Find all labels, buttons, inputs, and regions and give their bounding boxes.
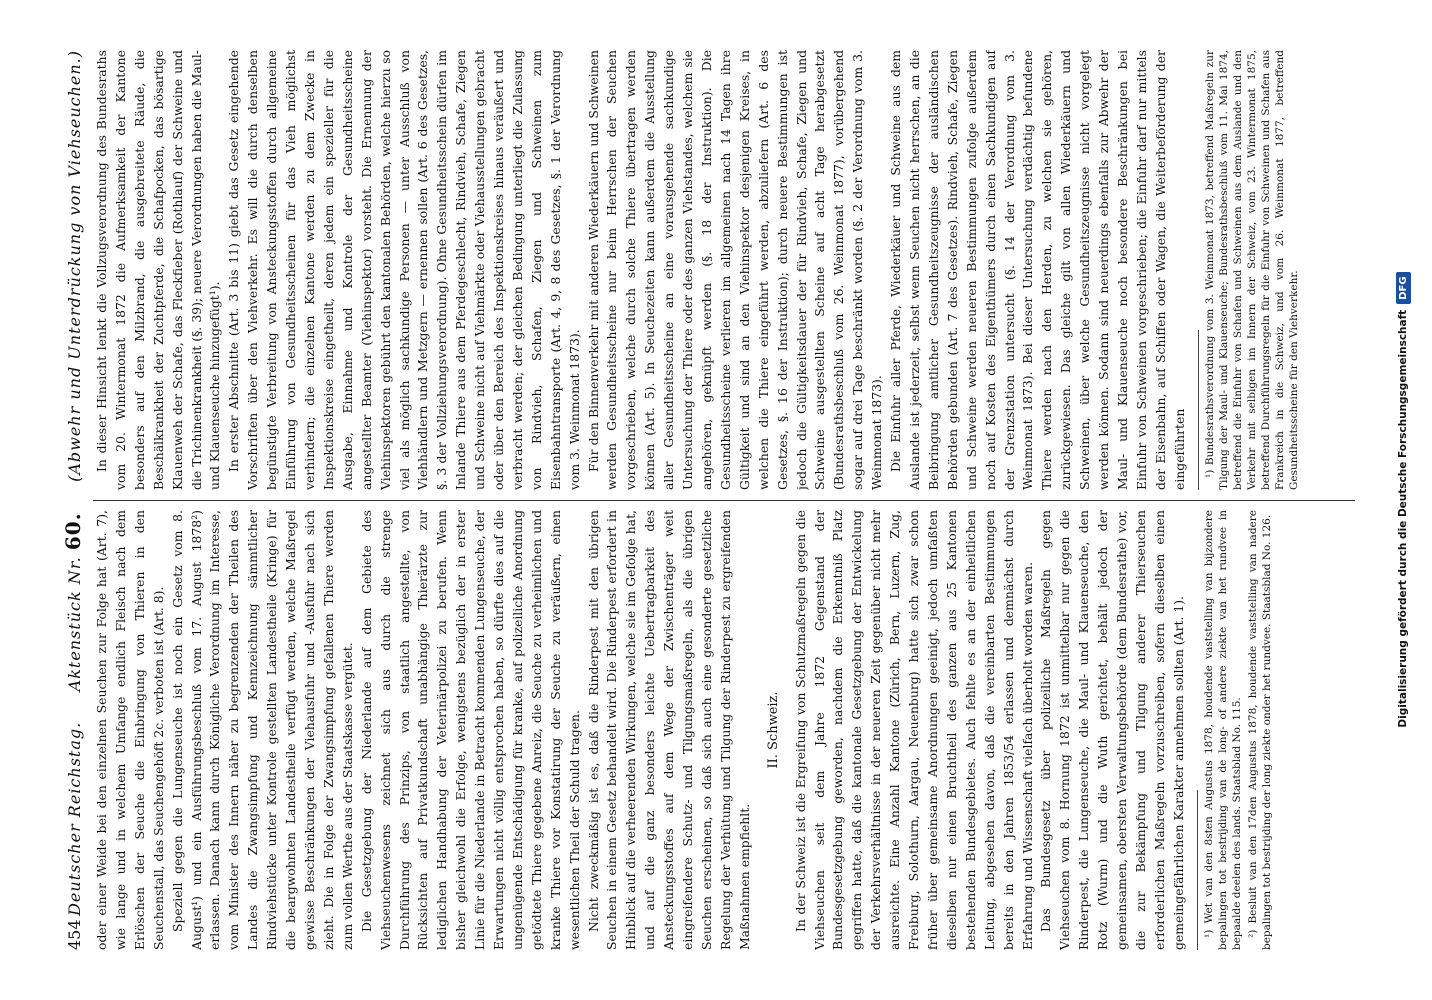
paragraph: In der Schweiz ist die Ergreifung von Schutzmaßregeln gegen die Viehseuchen seit dem Jahre 1872 Gegenstand der Bundesgesetzgebung geworden, nachdem die Erkenntniß Platz gegriffen hatte, daß die kantonale Gesetzgebung der Entwickelung der Verkehrsverhältnisse in der neueren Zeit gegenüber nicht mehr ausreichte. Eine Anzahl Kantone (Zürich, Bern, Luzern, Zug, Freiburg, Solothurn, Aargau, Neuenburg) hatte sich zwar schon früher über gemeinsame Anordnungen geeinigt, jedoch umfaßten dieselben nur einen Bruchtheil des ganzen aus 25 Kantonen bestehenden Bundesgebietes. Auch fehlte es an der einheitlichen Leitung, abgesehen davon, daß die vereinbarten Bestimmungen bereits in den Jahren 1853/54 erlassen und demnächst durch Erfahrung und Wissenschaft vielfach überholt worden waren. (792, 510, 1035, 950)
header-aktenstueck: Aktenstück Nr. (65, 556, 84, 692)
header-subject: (Abwehr und Unterdrückung von Viehseuchen.) (65, 50, 84, 482)
footnotes (1202, 510, 1274, 950)
paragraph: Speziell gegen die Lungenseuche ist noch ein Gesetz vom 8. August¹) und ein Ausführungsbeschluß vom 17. August 1878²) erlassen. Danach kann durch Königliche Verordnung im Interesse, vom Minister des Innern näher zu begrenzenden der Theilen des Landes die Zwangsimpfung und Kennzeichnung sämmtlicher Rindviehstücke unter Kontrole gestellten Landestheile (Kringe) für die beargwohnten Landestheile verfügt werden, welche Maßregel gewisse Beschränkungen der Viehausfuhr und -Ausfuhr nach sich zieht. Die in Folge der Zwangsimpfung gefallenen Thiere werden zum vollen Werthe aus der Staatskasse vergütet. (169, 510, 355, 950)
document-page (51, 30, 1381, 970)
section-heading: II. Schweiz. (765, 691, 781, 769)
header-left-title: Deutscher Reichstag. (65, 721, 84, 916)
dfg-logo-icon: DFG (1396, 272, 1411, 303)
rotated-page-container (51, 30, 1381, 970)
header-title (61, 50, 85, 916)
paragraph: In erster Abschnitte (Art. 3 bis 11) giebt das Gesetz eingehende Vorschriften über den Viehverkehr. Es will die durch denselben begünstigte Verbreitung von Ansteckungsstoffen durch allgemeine Einführung von Gesundheitsscheinen für das Vieh möglichst verhindern; die einzelnen Kantone werden zu dem Zwecke in Inspektionskreise eingetheilt, deren jedem ein spezieller für die Ausgabe, Einnahme und Kontrole der Gesundheitsscheine angestellter Beamter (Viehinspektor) vorsteht. Die Ernennung der Viehinspektoren gebührt den kantonalen Behörden, welche hierzu so viel als möglich sachkundige Personen — unter Ausschluß von Viehhändlern und Metzgern — ernennen sollen (Art. 6 des Gesetzes, §. 3 der Vollziehungsverordnung). Ohne Gesundheitsschein dürfen im Inlande Thiere aus dem Pferdegeschlecht, Rindvieh, Schafe, Ziegen und Schweine nicht auf Viehmärkte oder Viehausstellungen gebracht oder über den Bereich des Inspektionskreises hinaus veräußert und verbracht werden; der gleichen Bedingung unterliegt die Zulassung von Rindvieh, Schafen, Ziegen und Schweinen zum Eisenbahntransporte (Art. 4, 9, 8 des Gesetzes, §. 1 der Verordnung vom 3. Weinmonat 1873). (226, 50, 582, 490)
footnote: ¹) Bundesrathsverordnung vom 3. Weinmonat 1873, betreffend Maßregeln zur Tilgung der Maul- und Klauenseuche; Bundesrathsbeschluß vom 11. Mai 1874, betreffend die Einfuhr von Schafen und Schweinen aus dem Auslande und den Verkehr mit selbigen im Innern der Schweiz, vom 23. Wintermonat 1875, betreffend Durchführungsregeln für die Einfuhr von Schweinen und Schafen aus Frankreich in die Schweiz, und vom 26. Weinmonat 1877, betreffend Gesundheitsscheine für den Viehverkehr. (1203, 50, 1300, 490)
page-number: 454 (65, 919, 84, 950)
paragraph: oder einer Weide bei den einzelnen Seuchen zur Folge hat (Art. 7), wie lange und in welchem Umfange endlich Fleisch nach dem Erlöschen der Seuche die Einbringung von Thieren in den Seuchenstall, das Seuchengehöft 2c. verboten ist (Art. 8). (94, 510, 166, 950)
column-divider (93, 500, 1355, 501)
left-column (93, 510, 1363, 950)
footnotes (1203, 50, 1301, 490)
paragraph: In dieser Hinsicht lenkt die Vollzugsverordnung des Bundesraths vom 20. Wintermonat 1872 die Aufmerksamkeit der Kantone besonders auf den Milzbrand, die ausgebreitete Räude, die Beschälkrankheit der Zuchtpferde, die Schafpocken, das bösartige Klauenweh der Schafe, das Fleckfieber (Rothlauf) der Schweine und die Trichinenkrankheit (§. 39); neuere Verordnungen haben die Maul- und Klauenseuche hinzugefügt¹). (94, 50, 223, 490)
header-aktenstueck-number: 60. (61, 512, 85, 551)
footnote: ²) Besluit van den 17den Augustus 1878, houdende vaststelling van nadere bepalingen tot bestrijding der long ziekte onder het rundvee. Staatsblad No. 126. (1246, 510, 1273, 950)
running-header (61, 50, 89, 950)
paragraph: Die Gesetzgebung der Niederlande auf dem Gebiete des Viehseuchenwesens zeichnet sich aus durch die strenge Durchführung des Prinzips, von staatlich angestellte, von Rücksichten auf Privatkundschaft unabhängige Thierärzte zur lediglichen Handhabung der Veterinärpolizei zu berufen. Wenn bisher gleichwohl die Erfolge, wenigstens bezüglich der in erster Linie für die Niederlande in Betracht kommenden Lungenseuche, der Erwartungen nicht völlig entsprochen haben, so dürfte dies auf die ungenügende Entschädigung für kranke, auf polizeiliche Anordnung getödtete Thiere gegebene Anreiz, die Seuche zu verheimlichen und kranke Thiere vor Konstatirung der Seuche zu veräußern, einen wesentlichen Theil der Schuld tragen. (358, 510, 582, 950)
paragraph: Für den Binnenverkehr mit anderen Wiederkäuern und Schweinen werden Gesundheitsscheine nur beim Herrschen der Seuchen vorgeschrieben, welche durch solche Thiere übertragen werden können (Art. 5). In Seuchezeiten kann außerdem die Ausstellung aller Gesundheitsscheine an eine vorausgehende sachkundige Untersuchung der Thiere oder des ganzen Viehstandes, welchem sie angehören, geknüpft werden (§. 18 der Instruktion). Die Gesundheitsscheine verlieren im allgemeinen nach 14 Tagen ihre Gültigkeit und sind an den Viehinspektor desjenigen Kreises, in welchen die Thiere eingeführt werden, abzuliefern (Art. 6 des Gesetzes, §. 16 der Instruktion); durch neuere Bestimmungen ist jedoch die Gültigkeitsdauer der für Rindvieh, Schafe, Ziegen und Schweine ausgestellten Scheine auf acht Tage herabgesetzt (Bundesrathsbeschluß vom 26. Weinmonat 1877), vorübergehend sogar auf drei Tage beschränkt worden (§. 2 der Verordnung vom 3. Weinmonat 1873). (585, 50, 885, 490)
footnote-rule (1197, 790, 1198, 950)
paragraph: Nicht zweckmäßig ist es, daß die Rinderpest mit den übrigen Seuchen in einem Gesetz behandelt wird. Die Rinderpest erfordert in Hinblick auf die verheerenden Wirkungen, welche sie im Gefolge hat, und auf die ganz besonders leichte Uebertragbarkeit des Ansteckungsstoffes auf dem Wege der Zwischenträger weit eingreifendere Schutz- und Tilgungsmaßregeln, als die übrigen Seuchen erscheinen, so daß sich auch eine gesonderte gesetzliche Regelung der Verhütung und Tilgung der Rinderpest zu ergreifenden Maßnahmen empfiehlt. (585, 510, 752, 950)
paragraph: Das Bundesgesetz über polizeiliche Maßregeln gegen Viehseuchen vom 8. Hornung 1872 ist unmittelbar nur gegen die Rinderpest, die Lungenseuche, die Maul- und Klauenseuche, den Rotz (Wurm) und die Wuth gerichtet, behält jedoch der gemeinsamen, obersten Verwaltungsbehörde (dem Bundesrathe) vor, die zur Bekämpfung und Tilgung anderer Thierseuchen erforderlichen Maßregeln vorzuschreiben, sofern dieselben einen gemeingefährlichen Karakter annehmen sollten (Art. 1). (1038, 510, 1186, 950)
credit-text: Digitalisierung gefördert durch die Deutsche Forschungsgemeinschaft (1397, 309, 1409, 728)
footnote-rule (1198, 330, 1199, 490)
right-column (93, 50, 1363, 490)
paragraph: Die Einfuhr aller Pferde, Wiederkäuer und Schweine aus dem Auslande ist jederzeit, selbst wenn Seuchen nicht herrschen, an die Beibringung amtlicher Gesundheitszeugnisse der ausländischen Behörden gebunden (Art. 7 des Gesetzes). Rindvieh, Schafe, Ziegen und Schweine werden neueren Bestimmungen zufolge außerdem noch auf Kosten des Eigenthümers durch einen Sachkundigen auf der Grenzstation untersucht (§. 14 der Verordnung vom 3. Weinmonat 1873). Bei dieser Untersuchung verdächtig befundene Thiere werden nach den Herden, zu welchen sie gehören, zurückgewiesen. Das gleiche gilt von allen Wiederkäuern und Schweinen, über welche Gesundheitszeugnisse nicht vorgelegt werden können. Sodann sind neuerdings ebenfalls zur Abwehr der Maul- und Klauenseuche noch besondere Beschränkungen bei Einfuhr von Schweinen vorgeschrieben; die Einfuhr darf nur mittels der Eisenbahn, auf Schiffen oder Wagen, die Weiterbeförderung der eingeführten (888, 50, 1187, 490)
footnote: ¹) Wet van den 8sten Augustus 1878, houdende vaststelling van bijzondere bepalingen tot bestrijding van de long- of andere ziekte van het rundvee in bepaalde deelen des lands. Staatsblad No. 115. (1202, 510, 1243, 950)
digitization-credit (1390, 10, 1416, 990)
